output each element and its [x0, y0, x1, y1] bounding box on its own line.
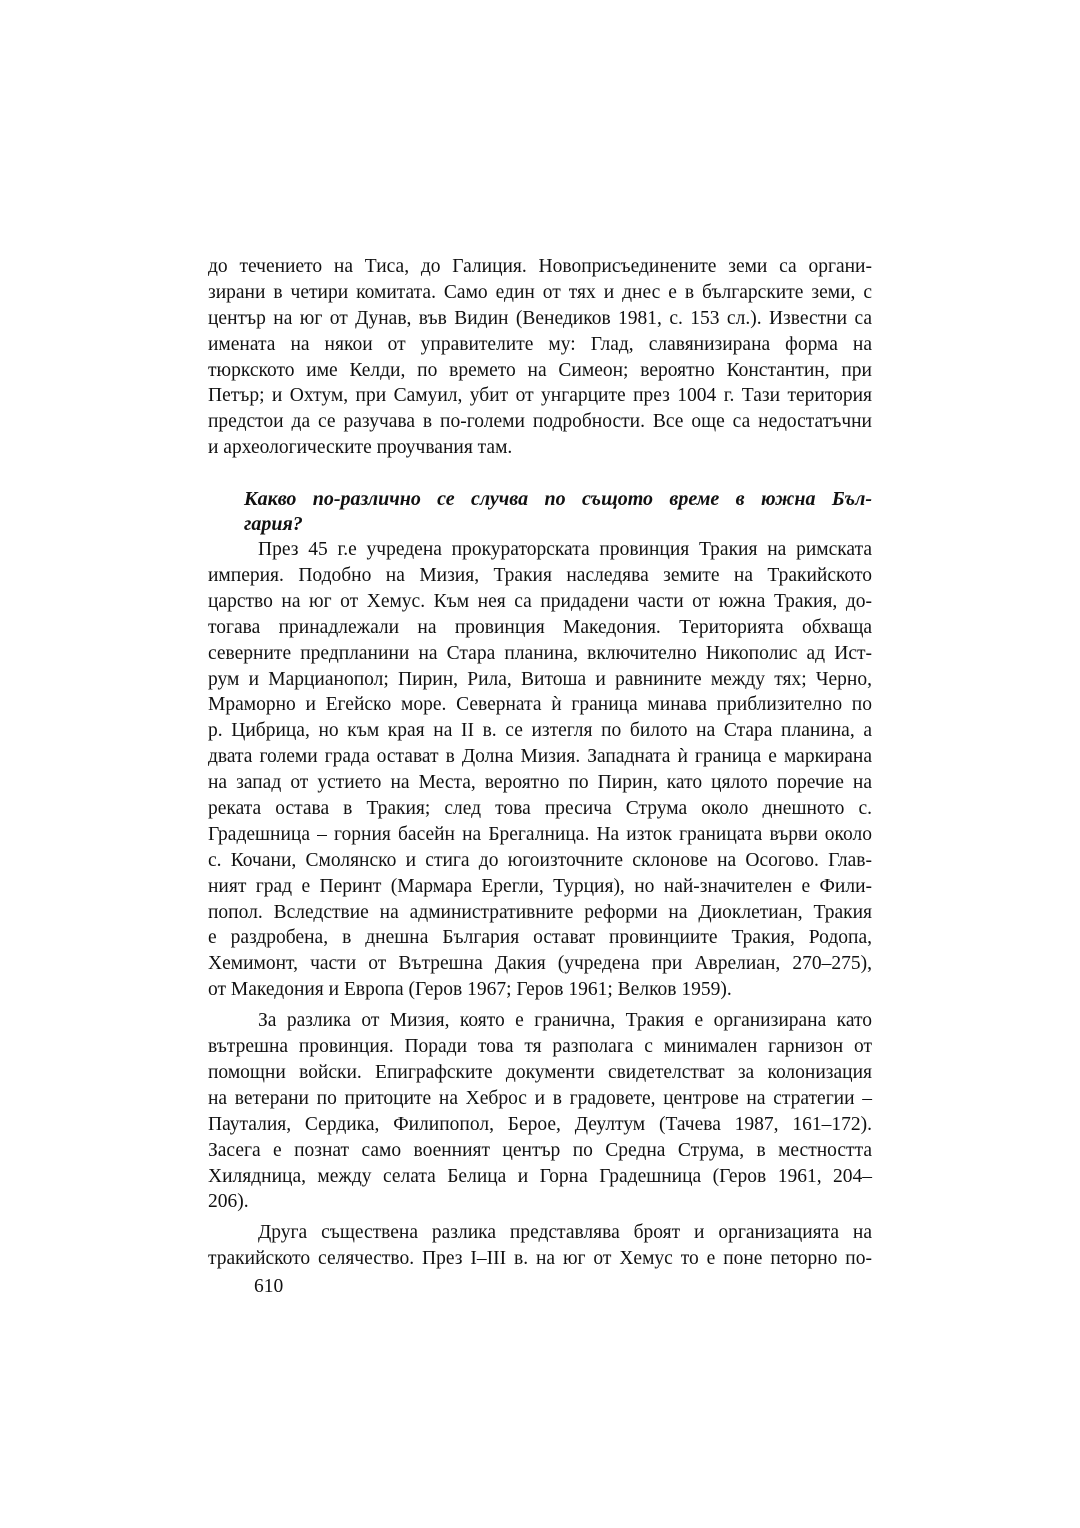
- text-line: е раздробена, в днешна България остават провинциите Тракия, Родопа,: [208, 927, 872, 949]
- text-line: ният град е Перинт (Мармара Ерегли, Турция), но най-значителен е Фили-: [208, 875, 872, 897]
- text-line: Засега е познат само военният център по Средна Струма, в местността: [208, 1139, 872, 1161]
- text-line: 206).: [208, 1191, 249, 1213]
- text-line: Друга съществена разлика представлява броят и организацията на: [258, 1222, 872, 1244]
- text-line: център на юг от Дунав, във Видин (Венедиков 1981, с. 153 сл.). Известни са: [208, 307, 872, 329]
- text-line: империя. Подобно на Мизия, Тракия наследява земите на Тракийското: [208, 565, 872, 587]
- text-line: Петър; и Охтум, при Самуил, убит от унгарците през 1004 г. Тази територия: [208, 385, 872, 407]
- text-line: попол. Вследствие на административните реформи на Диоклетиан, Тракия: [208, 901, 872, 923]
- paragraph-4: [208, 1220, 872, 1272]
- text-line: Градешница – горния басейн на Брегалница. На изток границата върви около: [208, 823, 872, 845]
- text-line: р. Цибрица, но към края на II в. се изтегля по билото на Стара планина, а: [208, 720, 872, 742]
- heading-line: Какво по-различно се случва по същото време в южна Бъл-: [244, 488, 872, 511]
- paragraph-1: [208, 254, 872, 461]
- section-heading: [244, 487, 872, 537]
- text-line: През 45 г.е учредена прокураторската провинция Тракия на римската: [258, 539, 872, 561]
- text-line: тогава принадлежали на провинция Македония. Територията обхваща: [208, 616, 872, 638]
- text-line: Хемимонт, части от Вътрешна Дакия (учредена при Аврелиан, 270–275),: [208, 953, 872, 975]
- text-line: предстои да се разучава в по-големи подробности. Все още са недостатъчни: [208, 411, 872, 433]
- text-line: царство на юг от Хемус. Към нея са придадени части от южна Тракия, до-: [208, 590, 872, 612]
- paragraph-3: [208, 1008, 872, 1215]
- text-line: на ветерани по притоците на Хеброс и в градовете, центрове на стратегии –: [208, 1087, 872, 1109]
- text-line: За разлика от Мизия, която е гранична, Тракия е организирана като: [258, 1010, 872, 1032]
- paragraph-2: [208, 537, 872, 1003]
- page-number: 610: [254, 1276, 284, 1297]
- text-line: и археологическите проучвания там.: [208, 437, 513, 459]
- text-line: рум и Марцианопол; Пирин, Рила, Витоша и равнините между тях; Черно,: [208, 668, 872, 690]
- text-line: от Македония и Европа (Геров 1967; Геров 1961; Велков 1959).: [208, 979, 732, 1001]
- text-line: на запад от устието на Места, вероятно по Пирин, като цялото поречие на: [208, 772, 872, 794]
- text-line: до течението на Тиса, до Галиция. Новоприсъединените земи са органи-: [208, 256, 872, 277]
- heading-line: гария?: [244, 513, 303, 536]
- text-line: зирани в четири комитата. Само един от тях и днес е в българските земи, с: [208, 281, 872, 303]
- text-line: Пауталия, Сердика, Филипопол, Берое, Деултум (Тачева 1987, 161–172).: [208, 1113, 872, 1135]
- text-line: имената на някои от управителите му: Глад, славянизирана форма на: [208, 333, 872, 355]
- text-line: помощни войски. Епиграфските документи свидетелстват за колонизация: [208, 1061, 872, 1083]
- text-line: тракийското селячество. През I–III в. на юг от Хемус то е поне петорно по-: [208, 1248, 872, 1270]
- text-line: с. Кочани, Смолянско и стига до югоизточните склонове на Осогово. Глав-: [208, 849, 872, 871]
- text-line: реката остава в Тракия; след това пресича Струма около днешното с.: [208, 798, 872, 820]
- text-line: северните предпланини на Стара планина, включително Никополис ад Ист-: [208, 642, 872, 664]
- text-line: тюркското име Келди, по времето на Симеон; вероятно Константин, при: [208, 359, 872, 381]
- text-line: Мраморно и Егейско море. Северната ѝ граница минава приблизително по: [208, 694, 872, 716]
- page-body: [208, 254, 872, 1272]
- text-line: вътрешна провинция. Поради това тя разполага с минимален гарнизон от: [208, 1036, 872, 1058]
- text-line: двата големи града остават в Долна Мизия. Западната ѝ граница е маркирана: [208, 746, 872, 768]
- text-line: Хилядница, между селата Белица и Горна Градешница (Геров 1961, 204–: [208, 1165, 872, 1187]
